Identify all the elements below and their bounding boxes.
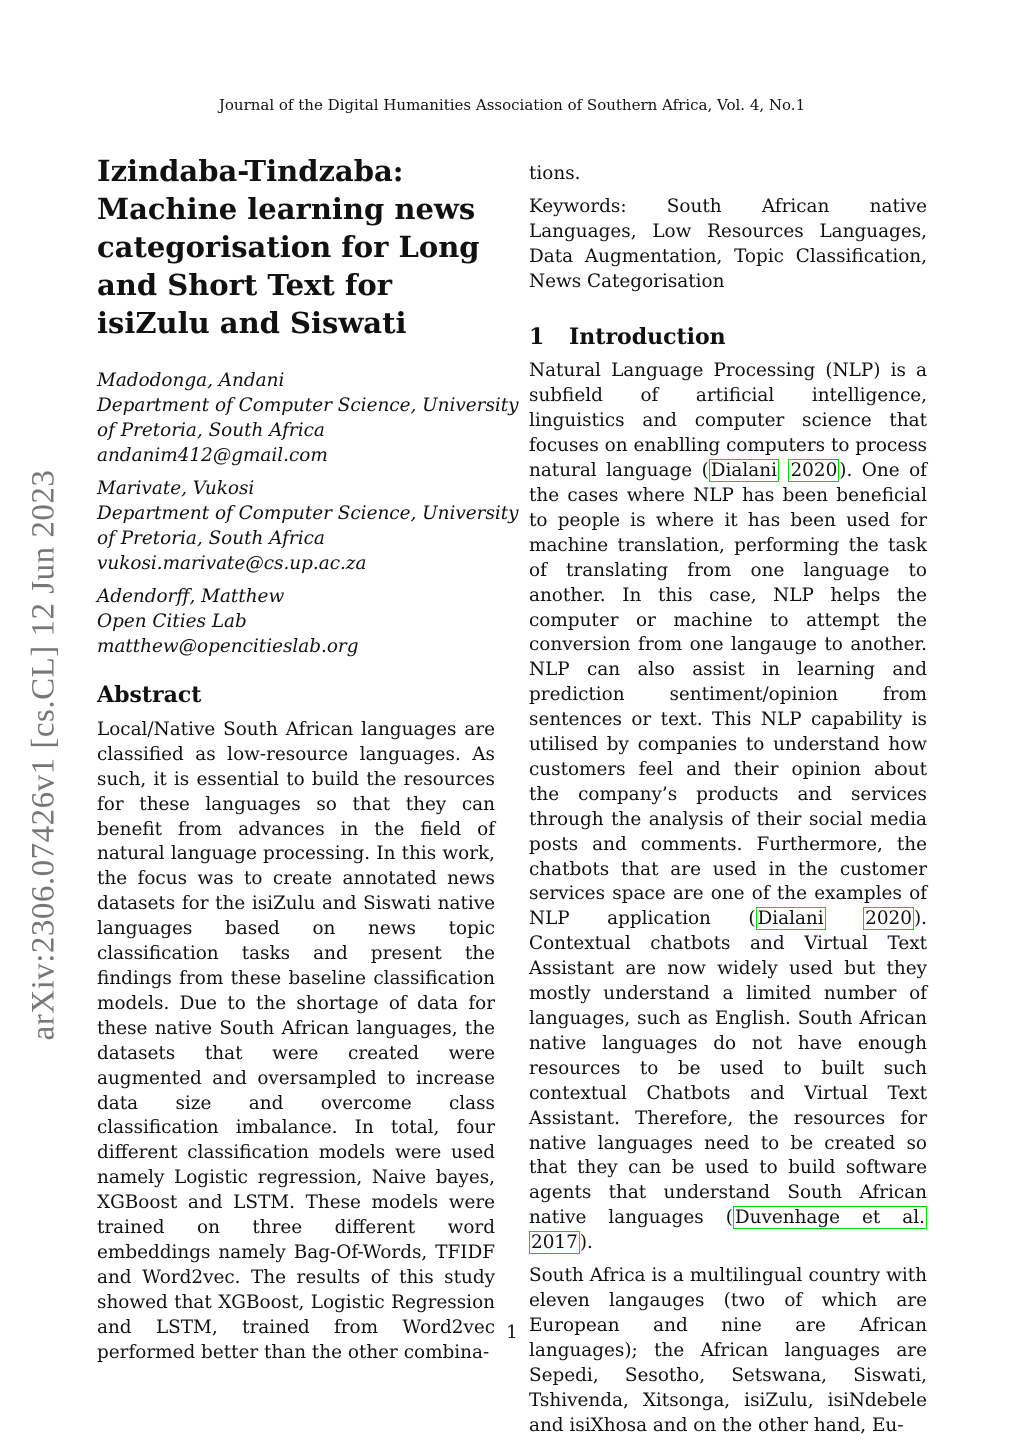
page-number: 1	[506, 1322, 518, 1343]
keywords: Keywords: South African native Languages, Low Resources Languages, Data Augmentation, Topic Classification, News Categorisation	[529, 195, 927, 292]
author-affiliation: Department of Computer Science, University	[97, 395, 519, 416]
right-column	[529, 162, 927, 1446]
abstract-heading: Abstract	[97, 682, 202, 708]
author-email[interactable]: vukosi.marivate@cs.up.ac.za	[97, 553, 367, 574]
left-column	[97, 152, 519, 1365]
intro-paragraph	[529, 359, 927, 1256]
citation-link[interactable]: 2020	[790, 460, 838, 482]
author-block	[97, 368, 519, 468]
author-email[interactable]: andanim412@gmail.com	[97, 445, 328, 466]
citation-link[interactable]: Dialani	[757, 908, 824, 930]
intro-text: Natural Language Processing (NLP) is a subfield of artificial intelligence, linguistics and computer science that focuses on enablling computers to process natural language (	[529, 360, 927, 482]
author-block	[97, 584, 495, 659]
intro-text: ).	[579, 1232, 593, 1254]
author-email[interactable]: matthew@opencitieslab.org	[97, 636, 359, 657]
section-heading-introduction	[529, 325, 927, 350]
author-affiliation: of Pretoria, South Africa	[97, 420, 325, 441]
author-affiliation: of Pretoria, South Africa	[97, 528, 325, 549]
intro-paragraph: South Africa is a multilingual country with eleven langauges (two of which are European and nine are African languages); the African languages are Sepedi, Sesotho, Setswana, Siswati, Tshivenda, Xitsonga, isiZulu, isiNdebele and isiXhosa and on the other hand, Eu-	[529, 1265, 927, 1436]
author-name: Adendorff, Matthew	[97, 586, 285, 607]
section-title: Introduction	[569, 323, 726, 350]
author-name: Marivate, Vukosi	[97, 478, 255, 499]
abstract-text: Local/Native South African languages are classified as low-resource languages. As such, it is essential to build the resources for these languages so that they can benefit from advances in the field of natural language processing. In this work, the focus was to create annotated news datasets for the isiZulu and Siswati native languages based on news topic classification tasks and present the findings from these baseline classification models. Due to the shortage of data for these native South African languages, the datasets that were created were augmented and oversampled to increase data size and overcome class classification imbalance. In total, four different classification models were used namely Logistic regression, Naive bayes, XGBoost and LSTM. These models were trained on three different word embeddings namely Bag-Of-Words, TFIDF and Word2vec. The results of this study showed that XGBoost, Logistic Regression and LSTM, trained from Word2vec performed better than the other combina-	[97, 718, 495, 1363]
journal-header: Journal of the Digital Humanities Association of Southern Africa, Vol. 4, No.1	[218, 96, 806, 114]
abstract-text-continued: tions.	[529, 163, 581, 184]
arxiv-stamp: arXiv:2306.07426v1 [cs.CL] 12 Jun 2023	[25, 469, 62, 1041]
author-affiliation: Open Cities Lab	[97, 611, 247, 632]
section-number: 1	[529, 323, 545, 350]
citation-link[interactable]: Duvenhage et al.	[734, 1207, 925, 1229]
citation-link[interactable]: Dialani	[710, 460, 777, 482]
citation-link[interactable]: 2020	[865, 908, 912, 930]
intro-text: ). Contextual chatbots and Virtual Text Assistant are now widely used but they mostly understand a limited number of languages, such as English. South African native languages do not have enough resources to be used to built such contextual Chatbots and Virtual Text Assistant. Therefore, the resources for native languages need to be created so that they can be used to build software agents that understand South African native languages (	[529, 908, 927, 1229]
citation-link[interactable]: 2017	[531, 1232, 578, 1254]
author-block	[97, 476, 519, 576]
author-name: Madodonga, Andani	[97, 370, 285, 391]
paper-title: Izindaba-Tindzaba: Machine learning news categorisation for Long and Short Text for isiZulu and Siswati	[97, 154, 480, 340]
intro-text: ). One of the cases where NLP has been beneficial to people is where it has been used for machine translation, performing the task of translating from one language to another. In this case, NLP helps the computer or machine to attempt the conversion from one langauge to another. NLP can also assist in learning and prediction sentiment/opinion from sentences or text. This NLP capability is utilised by companies to understand how customers feel and their opinion about the company’s products and services through the analysis of their social media posts and comments. Furthermore, the chatbots that are used in the customer services space are one of the examples of NLP application (	[529, 460, 927, 930]
author-affiliation: Department of Computer Science, University	[97, 503, 519, 524]
